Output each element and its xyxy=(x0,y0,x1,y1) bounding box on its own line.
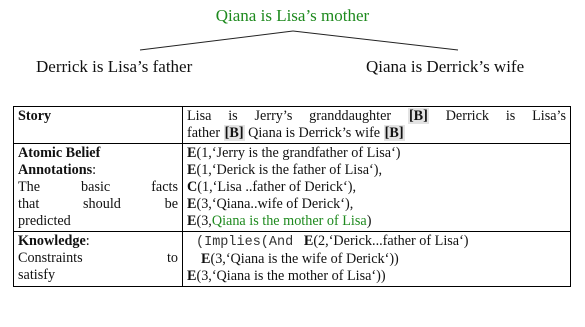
belief-op-3: C xyxy=(187,179,198,195)
atomic-desc-1: The basic facts xyxy=(18,179,178,195)
tree-edge-left xyxy=(140,31,293,50)
story-label: Story xyxy=(18,108,52,124)
constraint-line-3 xyxy=(187,268,566,285)
atomic-label-cell xyxy=(14,144,183,232)
atomic-row xyxy=(14,144,571,232)
constraint-op-3: E xyxy=(187,268,197,284)
knowledge-constraints-cell xyxy=(183,232,571,287)
belief-line-4 xyxy=(187,196,566,213)
tree-left-node: Derrick is Lisa’s father xyxy=(36,57,193,76)
knowledge-label-colon: : xyxy=(85,233,90,249)
atomic-label-title-2: Annotations xyxy=(18,162,93,178)
belief-op-1: E xyxy=(187,145,197,161)
belief-line-3 xyxy=(187,179,566,196)
story-line-2 xyxy=(187,125,566,142)
belief-text-1: (1,‘Jerry is the grandfather of Lisa‘) xyxy=(196,145,401,161)
constraint-op-2: E xyxy=(201,251,211,267)
belief-text-5-pre: (3, xyxy=(196,213,212,229)
atomic-desc-2: that should be xyxy=(18,196,178,212)
knowledge-row xyxy=(14,232,571,287)
tree-right-node: Qiana is Derrick’s wife xyxy=(366,57,525,76)
constraint-text-3: (3,‘Qiana is the mother of Lisa‘)) xyxy=(196,268,386,284)
constraint-line-2 xyxy=(187,251,566,268)
knowledge-label-title: Knowledge xyxy=(18,233,86,249)
atomic-beliefs-cell xyxy=(183,144,571,232)
belief-text-5-highlight: Qiana is the mother of Lisa xyxy=(211,213,367,229)
story-fact-1: Lisa is Jerry’s granddaughter xyxy=(187,108,392,124)
atomic-label-colon: : xyxy=(92,162,97,178)
belief-line-2 xyxy=(187,162,566,179)
belief-line-5 xyxy=(187,213,566,230)
knowledge-desc-1: Constraints to xyxy=(18,250,178,266)
story-sep-3: [B] xyxy=(384,125,404,141)
constraint-implies: (Implies(And xyxy=(196,235,294,250)
story-fact-3: Qiana is Derrick’s wife xyxy=(248,125,381,141)
belief-text-2: (1,‘Derick is the father of Lisa‘), xyxy=(196,162,383,178)
knowledge-desc-2: satisfy xyxy=(18,267,56,283)
belief-text-5-post: ) xyxy=(366,213,372,229)
tree-root-node: Qiana is Lisa’s mother xyxy=(215,6,370,25)
story-fact-2b: father xyxy=(187,125,221,141)
story-fact-2a: Derrick is Lisa’s xyxy=(445,108,567,124)
example-table xyxy=(13,106,571,287)
tree-connector-lines xyxy=(0,0,585,60)
belief-line-1 xyxy=(187,145,566,162)
belief-op-5: E xyxy=(187,213,197,229)
story-row xyxy=(14,107,571,144)
story-text-cell xyxy=(183,107,571,144)
atomic-label-title: Atomic Belief xyxy=(18,145,101,161)
atomic-desc-3: predicted xyxy=(18,213,71,229)
belief-text-3: (1,‘Lisa ..father of Derick‘), xyxy=(197,179,356,195)
story-line-1 xyxy=(187,108,566,125)
story-label-cell xyxy=(14,107,183,144)
belief-op-2: E xyxy=(187,162,197,178)
belief-text-4: (3,‘Qiana..wife of Derick‘), xyxy=(196,196,354,212)
tree-edge-right xyxy=(293,31,458,50)
constraint-line-1 xyxy=(187,233,566,251)
belief-op-4: E xyxy=(187,196,197,212)
story-sep-1: [B] xyxy=(408,108,428,124)
story-sep-2: [B] xyxy=(224,125,244,141)
knowledge-label-cell xyxy=(14,232,183,287)
constraint-text-2: (3,‘Qiana is the wife of Derick‘)) xyxy=(210,251,399,267)
constraint-text-1: (2,‘Derick...father of Lisa‘) xyxy=(313,233,469,249)
constraint-op-1: E xyxy=(303,233,314,249)
